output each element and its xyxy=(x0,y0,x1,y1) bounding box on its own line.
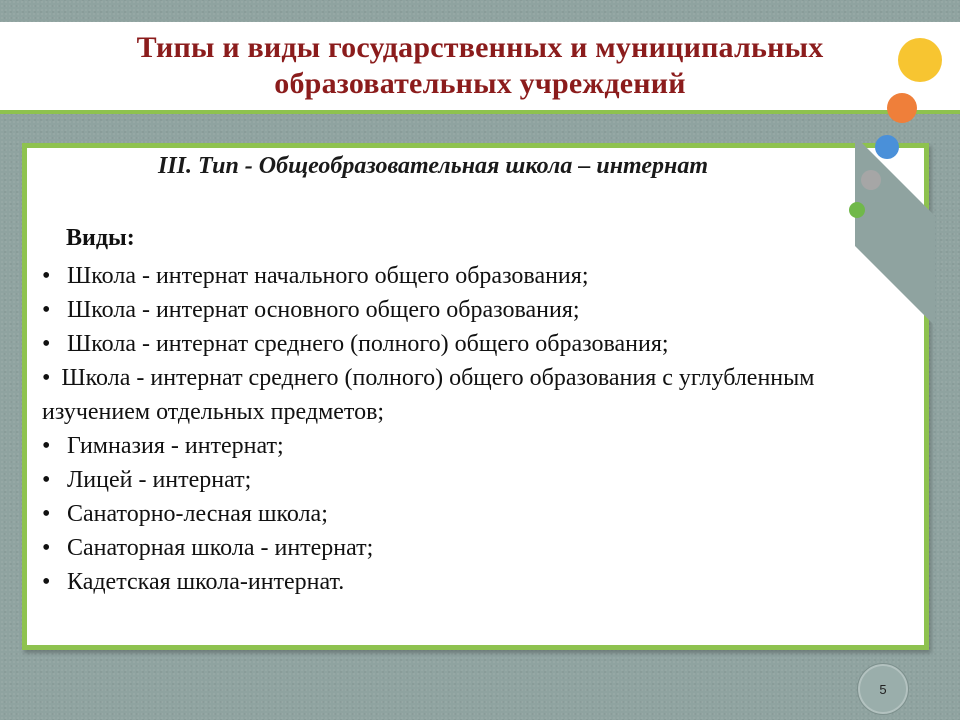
bullet-icon: • xyxy=(42,365,51,391)
page-number: 5 xyxy=(857,663,909,715)
types-heading: Виды: xyxy=(66,225,135,251)
slide-title-line2: образовательных учреждений xyxy=(274,67,686,100)
decorative-dot-yellow xyxy=(898,38,942,82)
list-item: • Санаторно-лесная школа; xyxy=(42,497,862,531)
list-item: • Школа - интернат среднего (полного) общего образования; xyxy=(42,327,862,361)
list-item: • Кадетская школа-интернат. xyxy=(42,565,862,599)
slide-title-line1: Типы и виды государственных и муниципальных xyxy=(136,31,824,64)
slide-subtitle: III. Тип - Общеобразовательная школа – интернат xyxy=(158,153,709,179)
list-item: • Школа - интернат среднего (полного) общего образования с углубленным изучением отдельных предметов; xyxy=(42,365,815,425)
bullet-icon: • xyxy=(42,569,51,595)
decorative-dot-orange xyxy=(887,93,917,123)
bullet-icon: • xyxy=(42,331,51,357)
bullet-icon: • xyxy=(42,297,51,323)
bullet-icon: • xyxy=(42,467,51,493)
bullet-icon: • xyxy=(42,263,51,289)
decorative-dot-green xyxy=(849,202,865,218)
types-list xyxy=(42,259,862,599)
slide-title xyxy=(0,30,960,102)
bullet-icon: • xyxy=(42,535,51,561)
list-item: • Лицей - интернат; xyxy=(42,463,862,497)
bullet-icon: • xyxy=(42,501,51,527)
list-item: • Гимназия - интернат; xyxy=(42,429,862,463)
decorative-dot-gray xyxy=(861,170,881,190)
list-item: • Санаторная школа - интернат; xyxy=(42,531,862,565)
decorative-dot-blue xyxy=(875,135,899,159)
list-item: • Школа - интернат начального общего образования; xyxy=(42,259,862,293)
list-item: • Школа - интернат основного общего образования; xyxy=(42,293,862,327)
bullet-icon: • xyxy=(42,433,51,459)
